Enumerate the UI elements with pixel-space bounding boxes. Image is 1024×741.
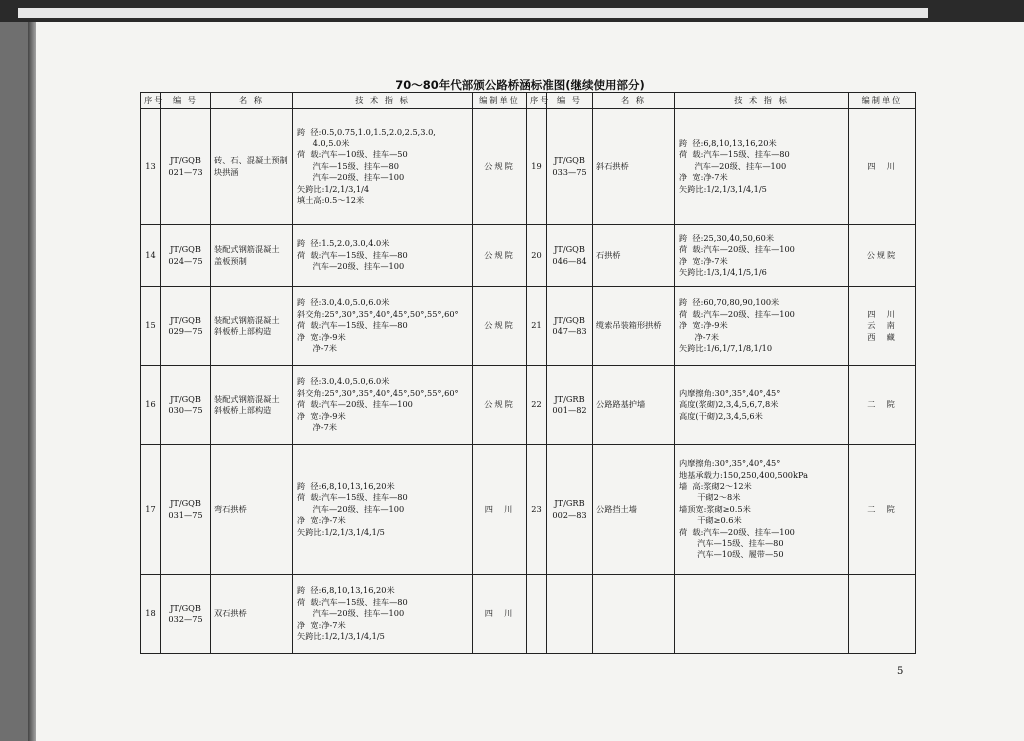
right-compiling-unit (849, 575, 916, 654)
left-standard-code: JT/GQB 032—75 (161, 575, 211, 654)
right-standard-code: JT/GQB 046—84 (547, 225, 593, 287)
left-row-number: 17 (141, 445, 161, 575)
right-drawing-name: 斜石拱桥 (593, 109, 675, 225)
left-compiling-unit: 公规院 (473, 225, 527, 287)
left-drawing-name: 双石拱桥 (211, 575, 293, 654)
left-drawing-name: 装配式钢筋混凝土 斜板桥上部构造 (211, 366, 293, 445)
left-drawing-name: 砖、石、混凝土预制 块拱涵 (211, 109, 293, 225)
right-drawing-name: 缆索吊装箱形拱桥 (593, 287, 675, 366)
right-compiling-unit: 四 川 云 南 西 藏 (849, 287, 916, 366)
right-drawing-name: 石拱桥 (593, 225, 675, 287)
right-standard-code: JT/GQB 047—83 (547, 287, 593, 366)
header-cell: 技 术 指 标 (293, 93, 473, 109)
right-compiling-unit: 二 院 (849, 445, 916, 575)
right-standard-code: JT/GRB 001—82 (547, 366, 593, 445)
header-row (141, 93, 916, 109)
header-cell: 序号 (141, 93, 161, 109)
left-standard-code: JT/GQB 024—75 (161, 225, 211, 287)
left-row-number: 14 (141, 225, 161, 287)
right-technical-spec: 跨 径:6,8,10,13,16,20米 荷 载:汽车—15级、挂车—80 汽车—20级、挂车—100 净 宽:净-7米 矢跨比:1/2,1/3,1/4,1/5 (675, 109, 849, 225)
right-row-number (527, 575, 547, 654)
right-standard-code (547, 575, 593, 654)
header-cell: 编制单位 (473, 93, 527, 109)
left-technical-spec: 跨 径:3.0,4.0,5.0,6.0米 斜交角:25°,30°,35°,40°,45°,50°,55°,60° 荷 载:汽车—15级、挂车—80 净 宽:净-9米 净-7米 (293, 287, 473, 366)
left-row-number: 15 (141, 287, 161, 366)
table-row (141, 225, 916, 287)
header-cell: 技 术 指 标 (675, 93, 849, 109)
left-row-number: 13 (141, 109, 161, 225)
right-row-number: 23 (527, 445, 547, 575)
left-drawing-name: 装配式钢筋混凝土 盖板预制 (211, 225, 293, 287)
right-row-number: 20 (527, 225, 547, 287)
header-cell: 编 号 (547, 93, 593, 109)
left-compiling-unit: 公规院 (473, 366, 527, 445)
right-row-number: 19 (527, 109, 547, 225)
table-row (141, 575, 916, 654)
left-technical-spec: 跨 径:6,8,10,13,16,20米 荷 载:汽车—15级、挂车—80 汽车—20级、挂车—100 净 宽:净-7米 矢跨比:1/2,1/3,1/4,1/5 (293, 575, 473, 654)
left-compiling-unit: 四 川 (473, 445, 527, 575)
left-technical-spec: 跨 径:6,8,10,13,16,20米 荷 载:汽车—15级、挂车—80 汽车—20级、挂车—100 净 宽:净-7米 矢跨比:1/2,1/3,1/4,1/5 (293, 445, 473, 575)
right-drawing-name: 公路挡土墙 (593, 445, 675, 575)
right-compiling-unit: 公规院 (849, 225, 916, 287)
left-compiling-unit: 公规院 (473, 109, 527, 225)
right-row-number: 22 (527, 366, 547, 445)
header-cell: 编制单位 (849, 93, 916, 109)
right-row-number: 21 (527, 287, 547, 366)
table-row (141, 366, 916, 445)
left-standard-code: JT/GQB 029—75 (161, 287, 211, 366)
left-compiling-unit: 公规院 (473, 287, 527, 366)
left-row-number: 18 (141, 575, 161, 654)
right-compiling-unit: 四 川 (849, 109, 916, 225)
header-cell: 序号 (527, 93, 547, 109)
right-standard-code: JT/GQB 033—75 (547, 109, 593, 225)
left-row-number: 16 (141, 366, 161, 445)
header-cell: 编 号 (161, 93, 211, 109)
page-number: 5 (897, 666, 904, 677)
left-drawing-name: 弯石拱桥 (211, 445, 293, 575)
standard-drawings-table (140, 92, 916, 654)
right-compiling-unit: 二 院 (849, 366, 916, 445)
scan-top-highlight (18, 8, 928, 18)
table-row (141, 287, 916, 366)
table-title: 70～80年代部颁公路桥涵标准图(继续使用部分) (395, 78, 645, 92)
header-cell: 名 称 (211, 93, 293, 109)
right-technical-spec: 内摩擦角:30°,35°,40°,45° 地基承载力:150,250,400,500kPa 墙 高:浆砌2～12米 干砌2～8米 墙顶宽:浆砌≥0.5米 干砌≥0.6米 荷 载:汽车—20级、挂车—100 汽车—15级、挂车—80 汽车—10级、履带—50 (675, 445, 849, 575)
left-standard-code: JT/GQB 031—75 (161, 445, 211, 575)
right-technical-spec: 跨 径:25,30,40,50,60米 荷 载:汽车—20级、挂车—100 净 宽:净-7米 矢跨比:1/3,1/4,1/5,1/6 (675, 225, 849, 287)
left-technical-spec: 跨 径:0.5,0.75,1.0,1.5,2.0,2.5,3.0, 4.0,5.0米 荷 载:汽车—10级、挂车—50 汽车—15级、挂车—80 汽车—20级、挂车—100 矢跨比:1/2,1/3,1/4 填土高:0.5～12米 (293, 109, 473, 225)
table-row (141, 109, 916, 225)
left-technical-spec: 跨 径:3.0,4.0,5.0,6.0米 斜交角:25°,30°,35°,40°,45°,50°,55°,60° 荷 载:汽车—20级、挂车—100 净 宽:净-9米 净-7米 (293, 366, 473, 445)
right-technical-spec: 内摩擦角:30°,35°,40°,45° 高度(浆砌)2,3,4,5,6,7,8米 高度(干砌)2,3,4,5,6米 (675, 366, 849, 445)
right-drawing-name: 公路路基护墙 (593, 366, 675, 445)
left-drawing-name: 装配式钢筋混凝土 斜板桥上部构造 (211, 287, 293, 366)
left-standard-code: JT/GQB 030—75 (161, 366, 211, 445)
header-cell: 名 称 (593, 93, 675, 109)
right-technical-spec (675, 575, 849, 654)
left-technical-spec: 跨 径:1.5,2.0,3.0,4.0米 荷 载:汽车—15级、挂车—80 汽车—20级、挂车—100 (293, 225, 473, 287)
right-drawing-name (593, 575, 675, 654)
right-technical-spec: 跨 径:60,70,80,90,100米 荷 载:汽车—20级、挂车—100 净 宽:净-9米 净-7米 矢跨比:1/6,1/7,1/8,1/10 (675, 287, 849, 366)
left-standard-code: JT/GQB 021—73 (161, 109, 211, 225)
right-standard-code: JT/GRB 002—83 (547, 445, 593, 575)
left-compiling-unit: 四 川 (473, 575, 527, 654)
table-row (141, 445, 916, 575)
